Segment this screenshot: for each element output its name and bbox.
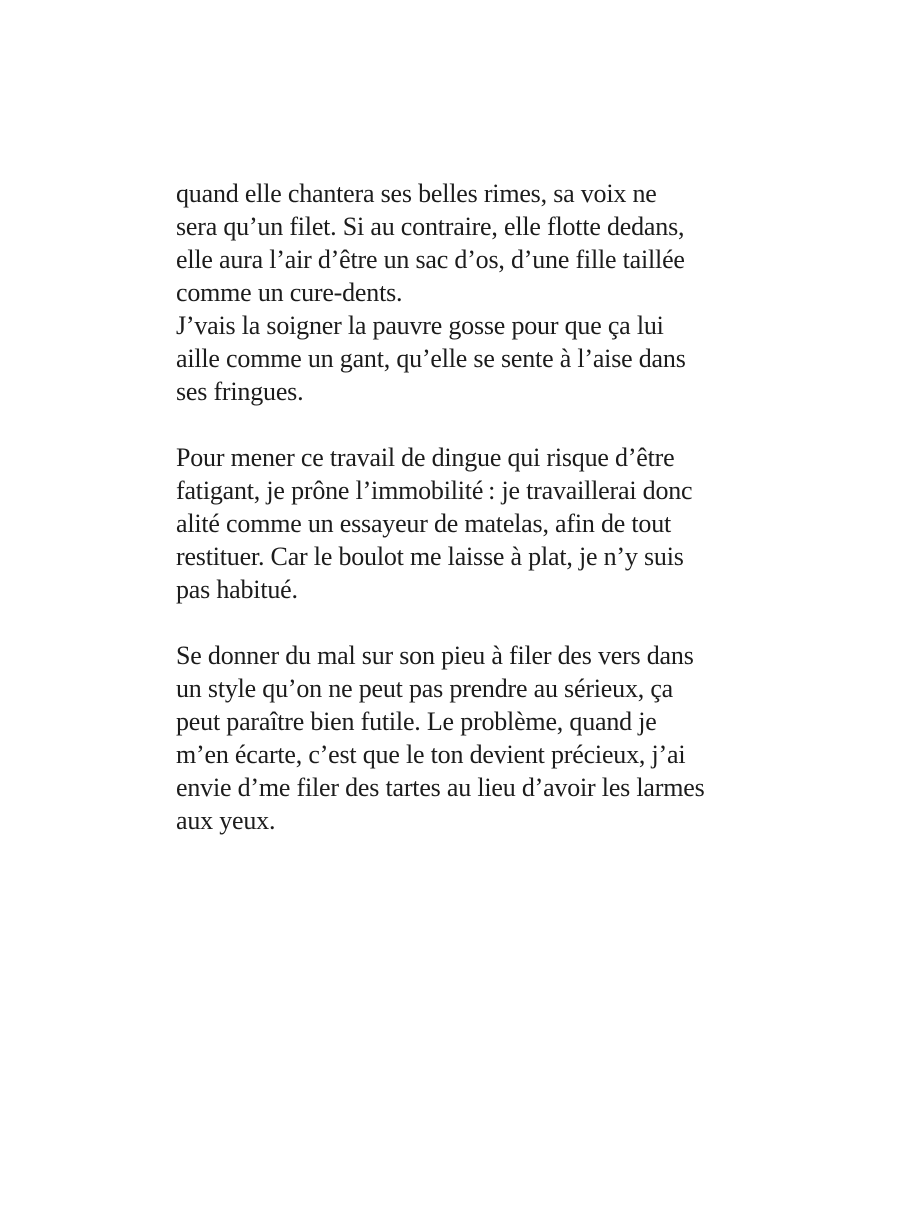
text-line: m’en écarte, c’est que le ton devient précieux, j’ai [176, 740, 686, 769]
paragraph [176, 639, 776, 837]
text-line: peut paraître bien futile. Le problème, quand je [176, 707, 657, 736]
text-line: restituer. Car le boulot me laisse à plat, je n’y suis [176, 542, 684, 571]
text-line: alité comme un essayeur de matelas, afin de tout [176, 509, 672, 538]
text-line: quand elle chantera ses belles rimes, sa voix ne [176, 179, 657, 208]
text-line: envie d’me filer des tartes au lieu d’avoir les larmes [176, 773, 705, 802]
paragraph [176, 309, 776, 408]
text-line: Pour mener ce travail de dingue qui risque d’être [176, 443, 675, 472]
text-line: J’vais la soigner la pauvre gosse pour que ça lui [176, 311, 664, 340]
text-line: Se donner du mal sur son pieu à filer des vers dans [176, 641, 694, 670]
text-block [176, 177, 776, 837]
text-line: fatigant, je prône l’immobilité : je travaillerai donc [176, 476, 693, 505]
text-line: comme un cure-dents. [176, 278, 403, 307]
text-line: aux yeux. [176, 806, 276, 835]
text-line: pas habitué. [176, 575, 298, 604]
text-line: aille comme un gant, qu’elle se sente à l’aise dans [176, 344, 686, 373]
paragraph [176, 177, 776, 309]
paragraph [176, 441, 776, 606]
text-line: un style qu’on ne peut pas prendre au sérieux, ça [176, 674, 674, 703]
text-line: sera qu’un filet. Si au contraire, elle flotte dedans, [176, 212, 685, 241]
text-line: elle aura l’air d’être un sac d’os, d’une fille taillée [176, 245, 685, 274]
text-line: ses fringues. [176, 377, 304, 406]
